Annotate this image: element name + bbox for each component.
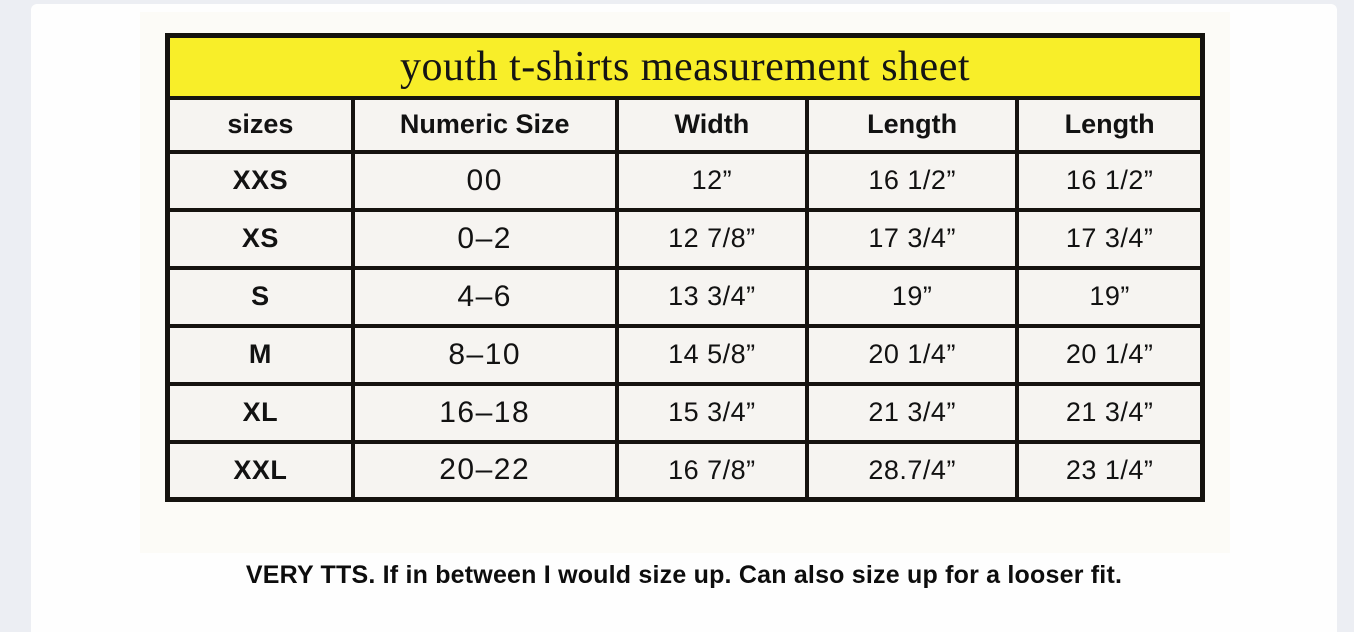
size-label: XXS <box>168 152 353 210</box>
size-chart-table <box>165 33 1205 502</box>
size-label: S <box>168 268 353 326</box>
width-value: 12” <box>617 152 807 210</box>
column-header-numeric-size: Numeric Size <box>353 98 617 152</box>
width-value: 16 7/8” <box>617 442 807 500</box>
numeric-size-value: 00 <box>353 152 617 210</box>
table-row-xxs <box>168 152 1203 210</box>
column-header-row <box>168 98 1203 152</box>
table-row-s <box>168 268 1203 326</box>
width-value: 14 5/8” <box>617 326 807 384</box>
numeric-size-value: 4–6 <box>353 268 617 326</box>
length-value-1: 21 3/4” <box>807 384 1017 442</box>
length-value-1: 19” <box>807 268 1017 326</box>
table-row-xs <box>168 210 1203 268</box>
measurement-sheet <box>140 12 1230 553</box>
width-value: 12 7/8” <box>617 210 807 268</box>
table-row-xxl <box>168 442 1203 500</box>
table-row-m <box>168 326 1203 384</box>
numeric-size-value: 8–10 <box>353 326 617 384</box>
length-value-2: 19” <box>1017 268 1202 326</box>
size-label: XS <box>168 210 353 268</box>
length-value-2: 23 1/4” <box>1017 442 1202 500</box>
size-label: XL <box>168 384 353 442</box>
length-value-2: 20 1/4” <box>1017 326 1202 384</box>
length-value-2: 17 3/4” <box>1017 210 1202 268</box>
size-label: M <box>168 326 353 384</box>
fit-note-caption: VERY TTS. If in between I would size up. Can also size up for a looser fit. <box>245 561 1123 589</box>
length-value-1: 28.7/4” <box>807 442 1017 500</box>
length-value-2: 21 3/4” <box>1017 384 1202 442</box>
column-header-length-1: Length <box>807 98 1017 152</box>
numeric-size-value: 0–2 <box>353 210 617 268</box>
sheet-title: youth t-shirts measurement sheet <box>168 36 1203 98</box>
column-header-sizes: sizes <box>168 98 353 152</box>
content-card <box>31 4 1337 632</box>
numeric-size-value: 16–18 <box>353 384 617 442</box>
table-row-xl <box>168 384 1203 442</box>
width-value: 15 3/4” <box>617 384 807 442</box>
length-value-2: 16 1/2” <box>1017 152 1202 210</box>
numeric-size-value: 20–22 <box>353 442 617 500</box>
width-value: 13 3/4” <box>617 268 807 326</box>
title-row <box>168 36 1203 98</box>
size-label: XXL <box>168 442 353 500</box>
length-value-1: 17 3/4” <box>807 210 1017 268</box>
column-header-width: Width <box>617 98 807 152</box>
length-value-1: 20 1/4” <box>807 326 1017 384</box>
column-header-length-2: Length <box>1017 98 1202 152</box>
length-value-1: 16 1/2” <box>807 152 1017 210</box>
